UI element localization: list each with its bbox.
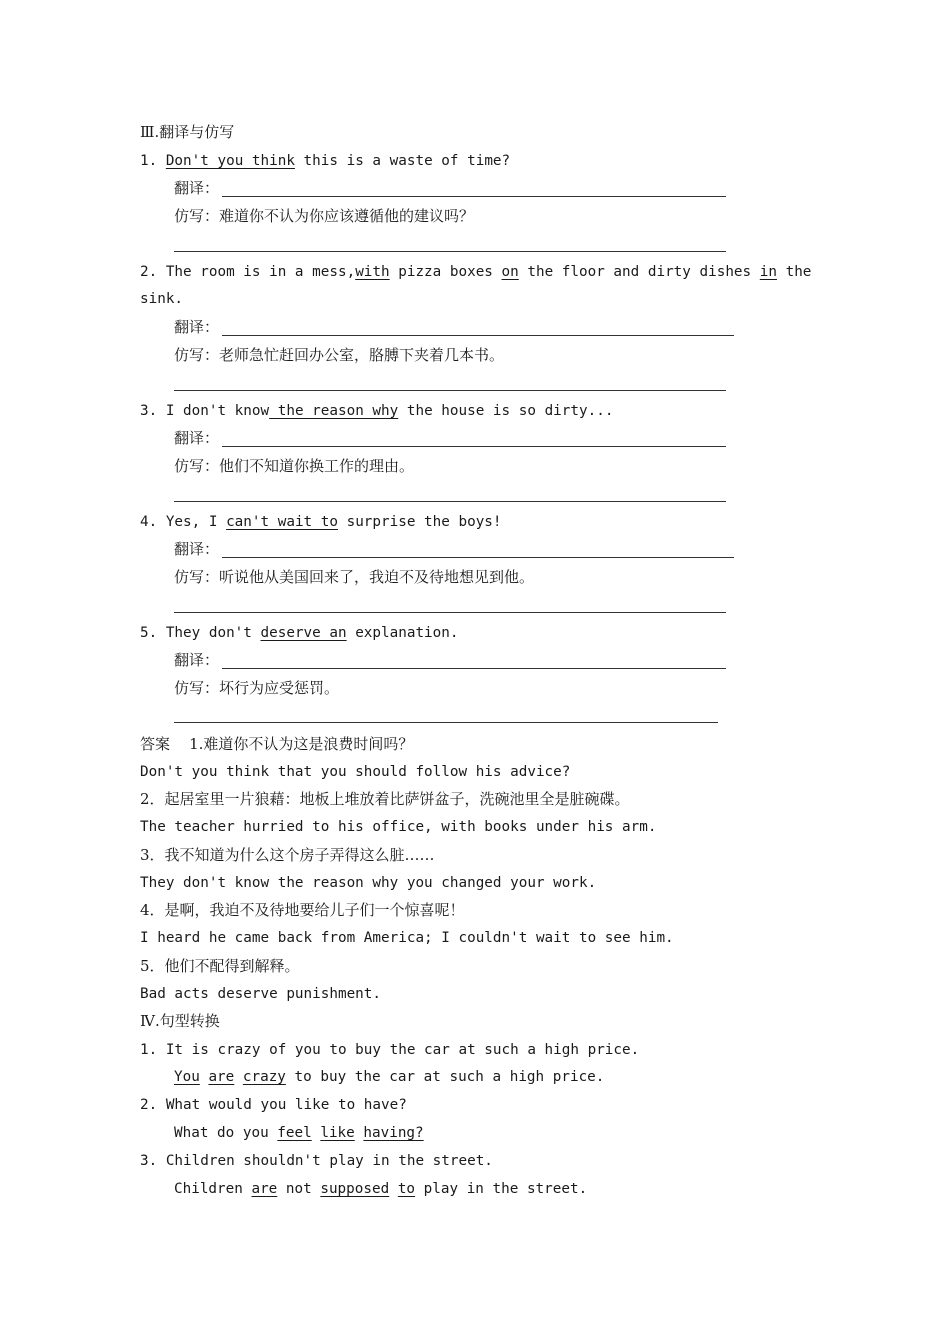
t2-blank-2: like	[320, 1125, 355, 1141]
q3-number: 3. I don't know	[140, 403, 270, 419]
q2-underlined-1: with	[355, 264, 390, 280]
transform-3: 3. Children shouldn't play in the street.	[140, 1153, 493, 1169]
q5-imitate-blank	[174, 722, 718, 723]
answer-4-cn: 4．是啊，我迫不及待地要给儿子们一个惊喜呢！	[140, 901, 465, 919]
answer-3-cn: 3．我不知道为什么这个房子弄得这么脏……	[140, 846, 435, 864]
q2-translate-blank	[222, 335, 734, 336]
t3-rest: play in the street.	[415, 1181, 588, 1197]
transform-2: 2. What would you like to have?	[140, 1097, 407, 1113]
answers-line-1	[140, 735, 413, 753]
q4-number: 4. Yes, I	[140, 514, 227, 530]
t3-pre: Children	[174, 1181, 252, 1197]
answer-5-en: Bad acts deserve punishment.	[140, 986, 382, 1002]
q1-number: 1.	[140, 153, 166, 169]
question-1	[140, 152, 510, 170]
question-3	[140, 402, 613, 420]
q1-translate-blank	[222, 196, 726, 197]
q1-imitate-label: 仿写：	[174, 207, 220, 225]
q2-translate-label: 翻译：	[174, 318, 220, 336]
q2-imitate	[174, 346, 504, 364]
q5-underlined: deserve an	[260, 625, 347, 641]
q1-imitate	[174, 207, 474, 225]
q3-imitate	[174, 457, 414, 475]
q4-rest: surprise the boys!	[337, 514, 502, 530]
q3-translate-blank	[222, 446, 726, 447]
answer-1-en: Don't you think that you should follow his advice?	[140, 764, 571, 780]
q5-imitate-text: 坏行为应受惩罚。	[219, 679, 340, 697]
q4-underlined: can't wait to	[226, 514, 338, 530]
q3-translate-label: 翻译：	[174, 429, 220, 447]
q3-underlined: the reason why	[269, 403, 399, 419]
transform-2-answer	[174, 1124, 424, 1142]
q1-underlined: Don't you think	[165, 153, 295, 169]
q1-rest: this is a waste of time?	[294, 153, 511, 169]
q5-rest: explanation.	[346, 625, 459, 641]
q2-imitate-blank	[174, 390, 726, 391]
q2-continuation: sink.	[140, 291, 184, 307]
q1-translate-label: 翻译：	[174, 179, 220, 197]
q2-mid-3: the	[776, 264, 812, 280]
q3-imitate-label: 仿写：	[174, 457, 220, 475]
answers-label: 答案	[140, 735, 171, 753]
answer-1-cn: 1.难道你不认为这是浪费时间吗？	[189, 735, 414, 753]
t1-blank-2: are	[208, 1069, 235, 1085]
q2-mid-2: the floor and dirty dishes	[518, 264, 760, 280]
q3-rest: the house is so dirty...	[398, 403, 614, 419]
t2-blank-1: feel	[277, 1125, 312, 1141]
q1-imitate-text: 难道你不认为你应该遵循他的建议吗？	[219, 207, 475, 225]
answer-4-en: I heard he came back from America; I couldn't wait to see him.	[140, 930, 674, 946]
answer-3-en: They don't know the reason why you changed your work.	[140, 875, 597, 891]
q4-imitate-text: 听说他从美国回来了，我迫不及待地想见到他。	[219, 568, 535, 586]
t2-blank-3: having?	[363, 1125, 424, 1141]
q3-imitate-blank	[174, 501, 726, 502]
q2-number: 2. The room is in a mess,	[140, 264, 356, 280]
q4-imitate-label: 仿写：	[174, 568, 220, 586]
question-5	[140, 624, 459, 642]
t3-blank-2: supposed	[320, 1181, 390, 1197]
transform-3-answer	[174, 1180, 587, 1198]
q1-imitate-blank	[174, 251, 726, 252]
q5-imitate-label: 仿写：	[174, 679, 220, 697]
t3-blank-3: to	[397, 1181, 416, 1197]
q5-number: 5. They don't	[140, 625, 261, 641]
q2-imitate-text: 老师急忙赶回办公室，胳膊下夹着几本书。	[219, 346, 505, 364]
t3-mid: not	[277, 1181, 321, 1197]
q3-imitate-text: 他们不知道你换工作的理由。	[219, 457, 415, 475]
t1-blank-1: You	[174, 1069, 200, 1085]
question-4	[140, 513, 502, 531]
question-2	[140, 263, 811, 281]
answer-5-cn: 5．他们不配得到解释。	[140, 957, 300, 975]
answer-2-en: The teacher hurried to his office, with books under his arm.	[140, 819, 657, 835]
q5-translate-label: 翻译：	[174, 651, 220, 669]
transform-1: 1. It is crazy of you to buy the car at such a high price.	[140, 1042, 640, 1058]
t1-blank-3: crazy	[242, 1069, 286, 1085]
q5-translate-blank	[222, 668, 726, 669]
q4-imitate-blank	[174, 612, 726, 613]
q4-translate-label: 翻译：	[174, 540, 220, 558]
transform-1-answer	[174, 1068, 604, 1086]
answer-2-cn: 2．起居室里一片狼藉：地板上堆放着比萨饼盆子，洗碗池里全是脏碗碟。	[140, 790, 630, 808]
t3-blank-1: are	[251, 1181, 278, 1197]
q2-mid-1: pizza boxes	[389, 264, 502, 280]
t1-rest: to buy the car at such a high price.	[285, 1069, 605, 1085]
t2-pre: What do you	[174, 1125, 278, 1141]
section-heading-4: Ⅳ.句型转换	[140, 1012, 220, 1030]
q4-translate-blank	[222, 557, 734, 558]
q2-underlined-3: in	[759, 264, 777, 280]
q4-imitate	[174, 568, 534, 586]
section-heading-3: Ⅲ.翻译与仿写	[140, 123, 235, 141]
q5-imitate	[174, 679, 339, 697]
q2-imitate-label: 仿写：	[174, 346, 220, 364]
q2-underlined-2: on	[501, 264, 519, 280]
